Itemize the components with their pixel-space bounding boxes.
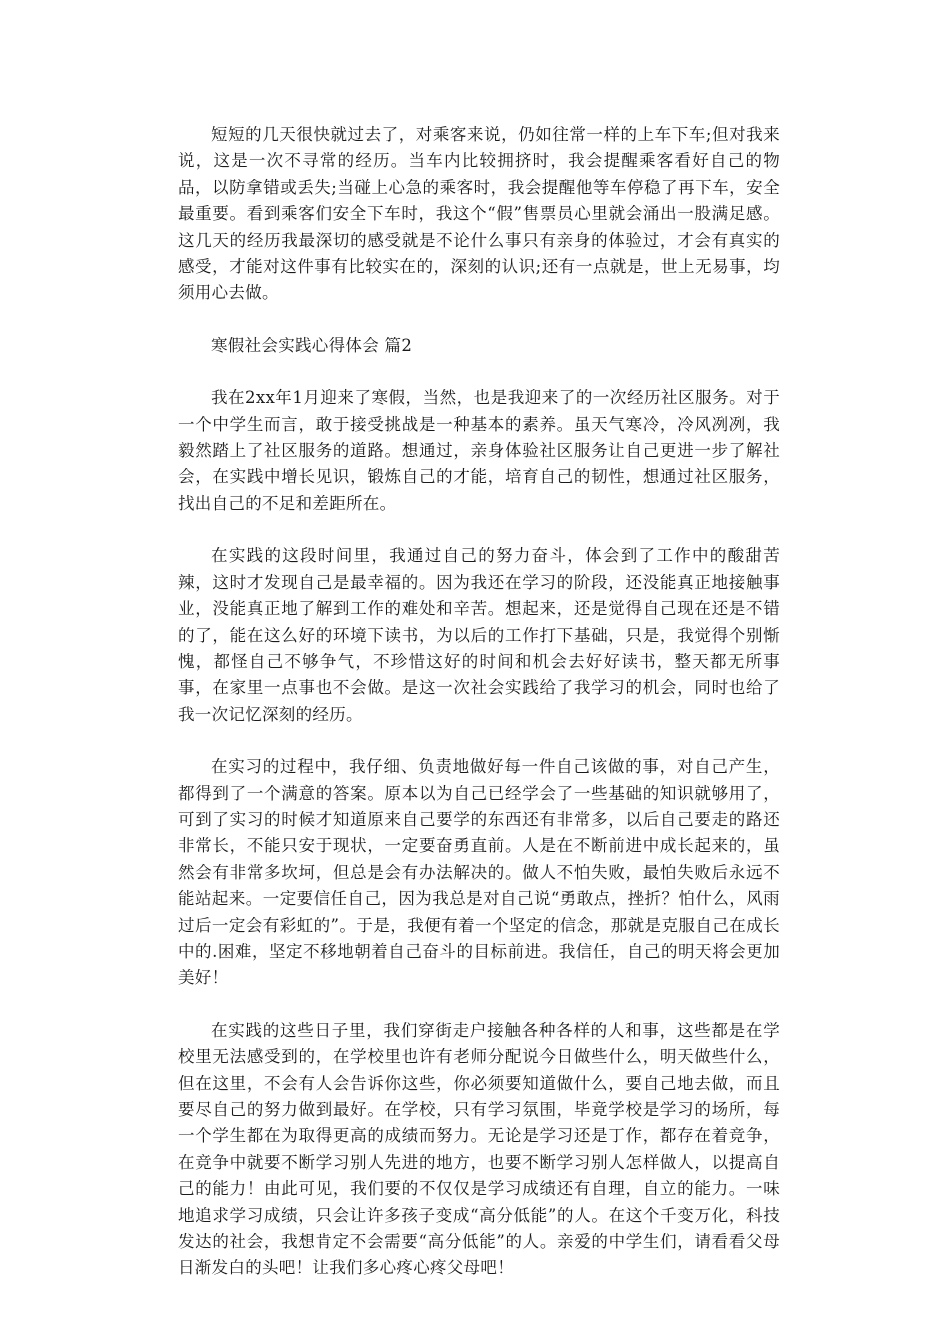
paragraph-4: 在实习的过程中，我仔细、负责地做好每一件自己该做的事，对自己产生，都得到了一个满意的答案。原本以为自己已经学会了一些基础的知识就够用了，可到了实习的时候才知道原来自己要学的东西还有非常多，以后自己要走的路还非常长，不能只安于现状，一定要奋勇直前。人是在不断前进中成长起来的，虽然会有非常多坎坷，但总是会有办法解决的。做人不怕失败，最怕失败后永远不能站起来。一定要信任自己，因为我总是对自己说“勇敢点，挫折？怕什么，风雨过后一定会有彩虹的”。于是，我便有着一个坚定的信念，那就是克服自己在成长中的.困难，坚定不移地朝着自己奋斗的目标前进。我信任，自己的明天将会更加美好！ <box>178 757 780 988</box>
paragraph-2: 我在2xx年1月迎来了寒假，当然，也是我迎来了的一次经历社区服务。对于一个中学生而言，敢于接受挑战是一种基本的素养。虽天气寒冷，冷风冽冽，我毅然踏上了社区服务的道路。想通过，亲身体验社区服务让自己更进一步了解社会，在实践中增长见识，锻炼自己的才能，培育自己的韧性，想通过社区服务，找出自己的不足和差距所在。 <box>178 388 780 513</box>
paragraph-gap <box>178 517 780 543</box>
paragraph-gap <box>178 307 780 333</box>
paragraph-gap <box>178 359 780 385</box>
document-page <box>178 122 780 1282</box>
paragraph-gap <box>178 728 780 754</box>
paragraph-5: 在实践的这些日子里，我们穿街走户接触各种各样的人和事，这些都是在学校里无法感受到的，在学校里也许有老师分配说今日做些什么，明天做些什么，但在这里，不会有人会告诉你这些，你必须要知道做什么，要自己地去做，而且要尽自己的努力做到最好。在学校，只有学习氛围，毕竟学校是学习的场所，每一个学生都在为取得更高的成绩而努力。无论是学习还是丁作，都存在着竞争，在竞争中就要不断学习别人先进的地方，也要不断学习别人怎样做人，以提高自己的能力！由此可见，我们要的不仅仅是学习成绩还有自理，自立的能力。一味地追求学习成绩，只会让许多孩子变成“高分低能”的人。在这个千变万化，科技发达的社会，我想肯定不会需要“高分低能”的人。亲爱的中学生们，请看看父母日渐发白的头吧！让我们多心疼心疼父母吧！ <box>178 1020 780 1278</box>
paragraph-3: 在实践的这段时间里，我通过自己的努力奋斗，体会到了工作中的酸甜苦辣，这时才发现自己是最幸福的。因为我还在学习的阶段，还没能真正地接触事业，没能真正地了解到工作的难处和辛苦。想起来，还是觉得自己现在还是不错的了，能在这么好的环境下读书，为以后的工作打下基础，只是，我觉得个别惭愧，都怪自己不够争气，不珍惜这好的时间和机会去好好读书，整天都无所事事，在家里一点事也不会做。是这一次社会实践给了我学习的机会，同时也给了我一次记忆深刻的经历。 <box>178 546 780 724</box>
paragraph-1: 短短的几天很快就过去了，对乘客来说，仍如往常一样的上车下车;但对我来说，这是一次不寻常的经历。当车内比较拥挤时，我会提醒乘客看好自己的物品，以防拿错或丢失;当碰上心急的乘客时，我会提醒他等车停稳了再下车，安全最重要。看到乘客们安全下车时，我这个“假”售票员心里就会涌出一股满足感。这几天的经历我最深切的感受就是不论什么事只有亲身的体验过，才会有真实的感受，才能对这件事有比较实在的，深刻的认识;还有一点就是，世上无易事，均须用心去做。 <box>178 125 780 303</box>
section-heading: 寒假社会实践心得体会 篇2 <box>211 335 413 355</box>
paragraph-gap <box>178 992 780 1018</box>
